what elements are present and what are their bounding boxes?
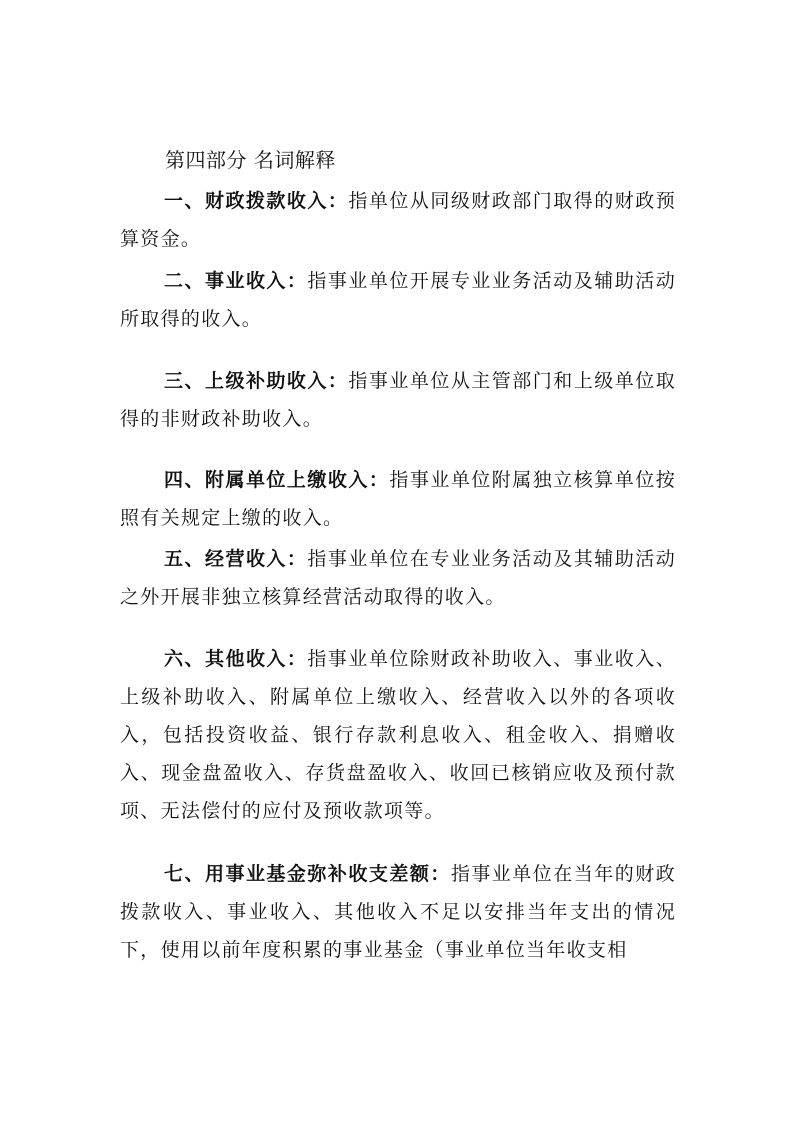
definition-term: 六、其他收入： bbox=[164, 648, 308, 670]
section-heading: 第四部分 名词解释 bbox=[165, 148, 336, 172]
definition-text: 指事业单位除财政补助收入、事业收入、上级补助收入、附属单位上缴收入、经营收入以外的各项收入，包括投资收益、银行存款利息收入、租金收入、捐赠收入、现金盘盈收入、存货盘盈收入、收回已核销应收及预付款项、无法偿付的应付及预收款项等。 bbox=[120, 648, 676, 822]
definition-term: 二、事业收入： bbox=[164, 270, 308, 292]
definition-paragraph bbox=[120, 362, 676, 438]
definition-text: 指事业单位在专业业务活动及其辅助活动之外开展非独立核算经营活动取得的收入。 bbox=[120, 548, 676, 608]
definition-paragraph bbox=[120, 540, 676, 616]
definition-text: 指事业单位在当年的财政拨款收入、事业收入、其他收入不足以安排当年支出的情况下，使用以前年度积累的事业基金（事业单位当年收支相 bbox=[120, 863, 676, 961]
definition-term: 五、经营收入： bbox=[164, 548, 308, 570]
definition-paragraph bbox=[120, 262, 676, 338]
definition-paragraph bbox=[120, 640, 676, 830]
definition-text: 指事业单位开展专业业务活动及辅助活动所取得的收入。 bbox=[120, 270, 676, 330]
definition-paragraph bbox=[120, 461, 676, 537]
definition-term: 一、财政拨款收入： bbox=[164, 190, 349, 212]
definition-text: 指事业单位附属独立核算单位按照有关规定上缴的收入。 bbox=[120, 469, 676, 529]
definition-paragraph bbox=[120, 855, 676, 969]
definition-term: 三、上级补助收入： bbox=[164, 370, 349, 392]
definition-term: 四、附属单位上缴收入： bbox=[164, 469, 390, 491]
definition-text: 指单位从同级财政部门取得的财政预算资金。 bbox=[120, 190, 676, 250]
definition-term: 七、用事业基金弥补收支差额： bbox=[164, 863, 451, 885]
definition-text: 指事业单位从主管部门和上级单位取得的非财政补助收入。 bbox=[120, 370, 676, 430]
definition-paragraph bbox=[120, 182, 676, 258]
